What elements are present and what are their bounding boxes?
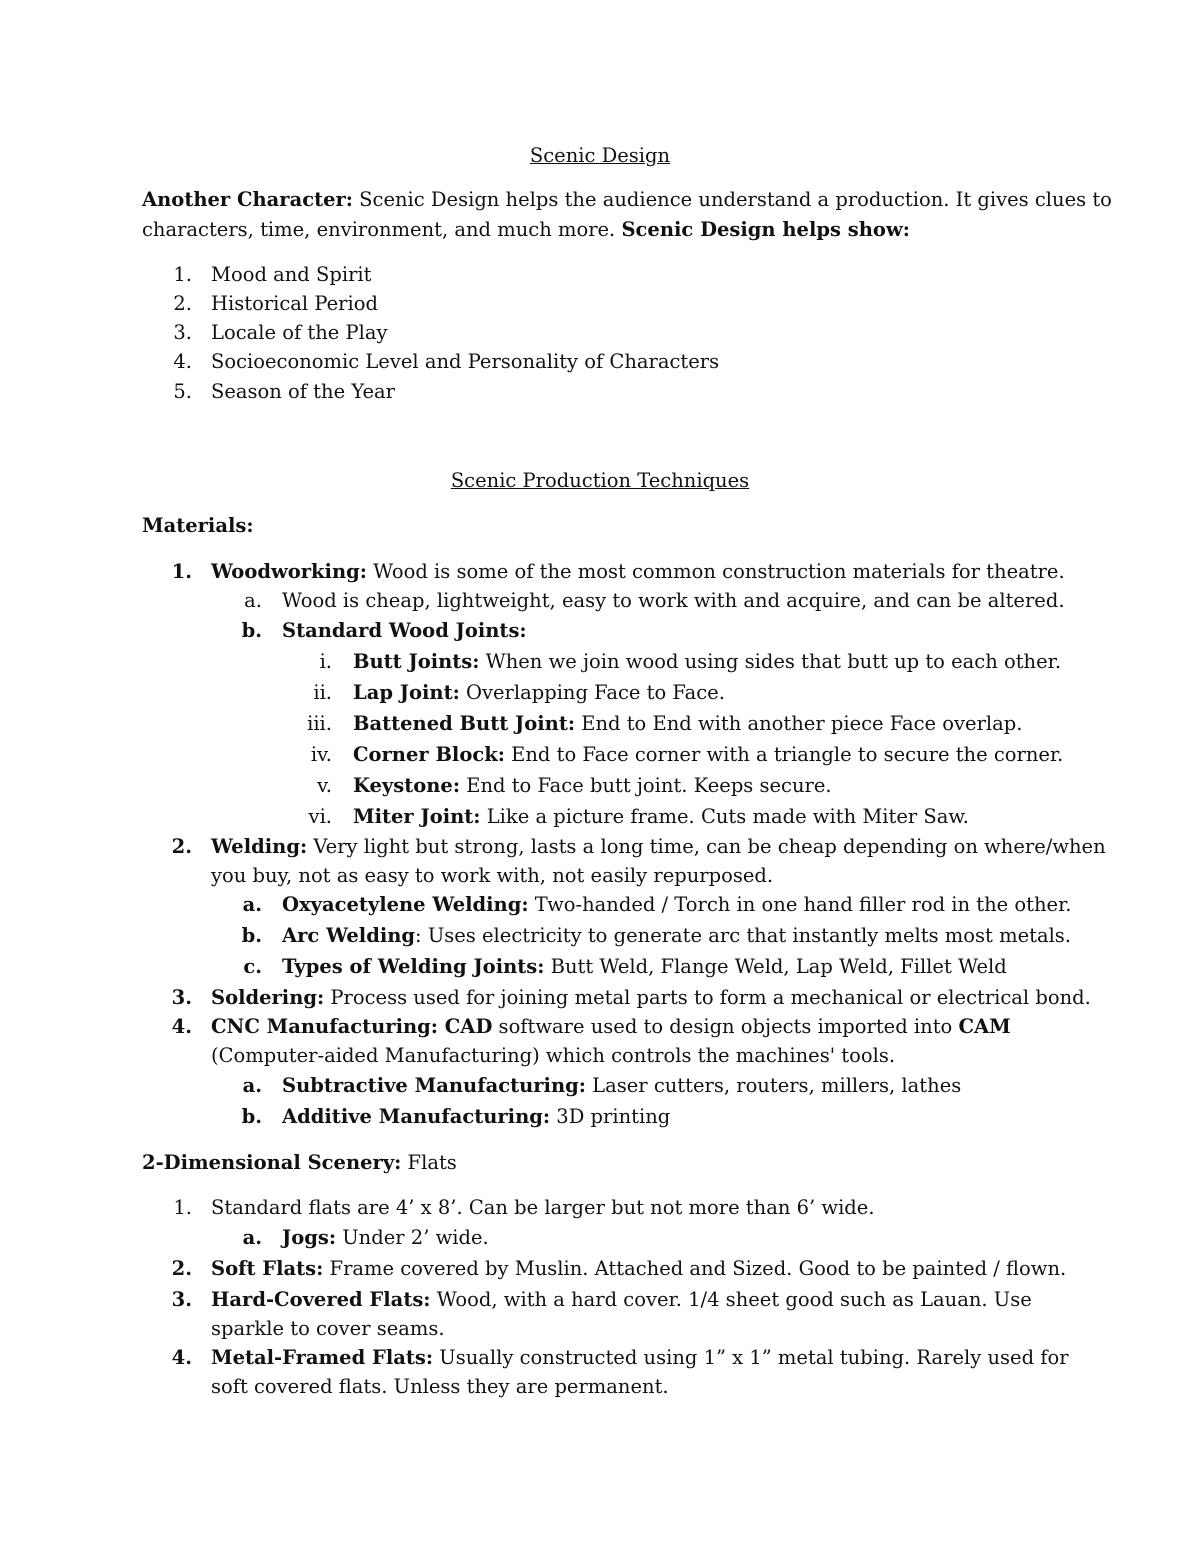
intro-line-1 [142,188,1112,211]
flats-item: Standard flats are 4’ x 8’. Can be larger but not more than 6’ wide. [211,1196,875,1219]
joint-item: Miter Joint: Like a picture frame. Cuts made with Miter Saw. [353,805,969,828]
joint-item: Keystone: End to Face butt joint. Keeps secure. [353,774,832,797]
joint-item: Corner Block: End to Face corner with a triangle to secure the corner. [353,743,1064,766]
list-number: 4. [171,1346,192,1369]
section-title-production-techniques: Scenic Production Techniques [450,469,750,492]
list-number: 2. [173,292,192,315]
list-item: Socioeconomic Level and Personality of Characters [211,350,720,373]
list-item: Season of the Year [211,380,395,403]
list-number: 5. [173,380,192,403]
welding-sub-item: Types of Welding Joints: Butt Weld, Flange Weld, Lap Weld, Fillet Weld [282,955,1007,978]
intro-line-2 [142,218,910,241]
hard-flats-item-cont: sparkle to cover seams. [211,1317,445,1340]
cnc-sub-item: Subtractive Manufacturing: Laser cutters, routers, millers, lathes [282,1074,962,1097]
list-letter: a. [242,893,262,916]
list-item: Locale of the Play [211,321,388,344]
list-number: 4. [173,350,192,373]
metal-flats-item-cont: soft covered flats. Unless they are permanent. [211,1375,669,1398]
welding-sub-item: Arc Welding: Uses electricity to generate arc that instantly melts most metals. [282,924,1072,947]
list-item: Mood and Spirit [211,263,372,286]
list-number: 1. [173,1196,192,1219]
welding-item: Welding: Very light but strong, lasts a long time, can be cheap depending on where/when [211,835,1106,858]
intro-text-2: characters, time, environment, and much more. [142,218,622,241]
list-letter: b. [241,924,262,947]
hard-flats-item: Hard-Covered Flats: Wood, with a hard cover. 1/4 sheet good such as Lauan. Use [211,1288,1032,1311]
list-number: 1. [171,560,192,583]
jogs-item: Jogs: Under 2’ wide. [282,1226,489,1249]
cnc-item: CNC Manufacturing: CAD software used to design objects imported into CAM [211,1015,1011,1038]
list-number: 3. [171,1288,192,1311]
woodworking-item: Woodworking: Wood is some of the most common construction materials for theatre. [211,560,1065,583]
list-number: 4. [171,1015,192,1038]
welding-sub-item: Oxyacetylene Welding: Two-handed / Torch in one hand filler rod in the other. [282,893,1072,916]
joint-item: Butt Joints: When we join wood using sides that butt up to each other. [353,650,1062,673]
list-item: Historical Period [211,292,378,315]
intro-tail: Scenic Design helps show: [621,218,910,241]
materials-label: Materials: [142,514,254,537]
list-roman: v. [317,774,332,797]
joint-item: Lap Joint: Overlapping Face to Face. [353,681,725,704]
list-number: 2. [171,1257,192,1280]
list-number: 2. [171,835,192,858]
list-roman: iii. [307,712,332,735]
two-d-scenery-heading: 2-Dimensional Scenery: Flats [142,1151,457,1174]
welding-item-cont: you buy, not as easy to work with, not easily repurposed. [211,864,774,887]
intro-text-1: Scenic Design helps the audience understand a production. It gives clues to [352,188,1112,211]
list-roman: i. [319,650,332,673]
section-title-scenic-design: Scenic Design [529,144,671,167]
list-letter: a. [244,589,262,612]
intro-lead: Another Character: [142,188,353,211]
soft-flats-item: Soft Flats: Frame covered by Muslin. Attached and Sized. Good to be painted / flown. [211,1257,1067,1280]
list-letter: b. [241,1105,262,1128]
list-roman: ii. [313,681,332,704]
list-letter: b. [241,619,262,642]
list-roman: vi. [308,805,332,828]
soldering-item: Soldering: Process used for joining metal parts to form a mechanical or electrical bond. [211,986,1091,1009]
joint-item: Battened Butt Joint: End to End with another piece Face overlap. [353,712,1023,735]
list-number: 1. [173,263,192,286]
list-letter: a. [242,1226,262,1249]
cnc-item-cont: (Computer-aided Manufacturing) which controls the machines' tools. [211,1044,896,1067]
metal-flats-item: Metal-Framed Flats: Usually constructed using 1” x 1” metal tubing. Rarely used for [211,1346,1069,1369]
list-roman: iv. [310,743,332,766]
list-number: 3. [173,321,192,344]
list-letter: a. [242,1074,262,1097]
list-letter: c. [243,955,262,978]
cnc-sub-item: Additive Manufacturing: 3D printing [282,1105,671,1128]
woodworking-a: Wood is cheap, lightweight, easy to work with and acquire, and can be altered. [282,589,1065,612]
list-number: 3. [171,986,192,1009]
standard-wood-joints-label: Standard Wood Joints: [282,619,527,642]
